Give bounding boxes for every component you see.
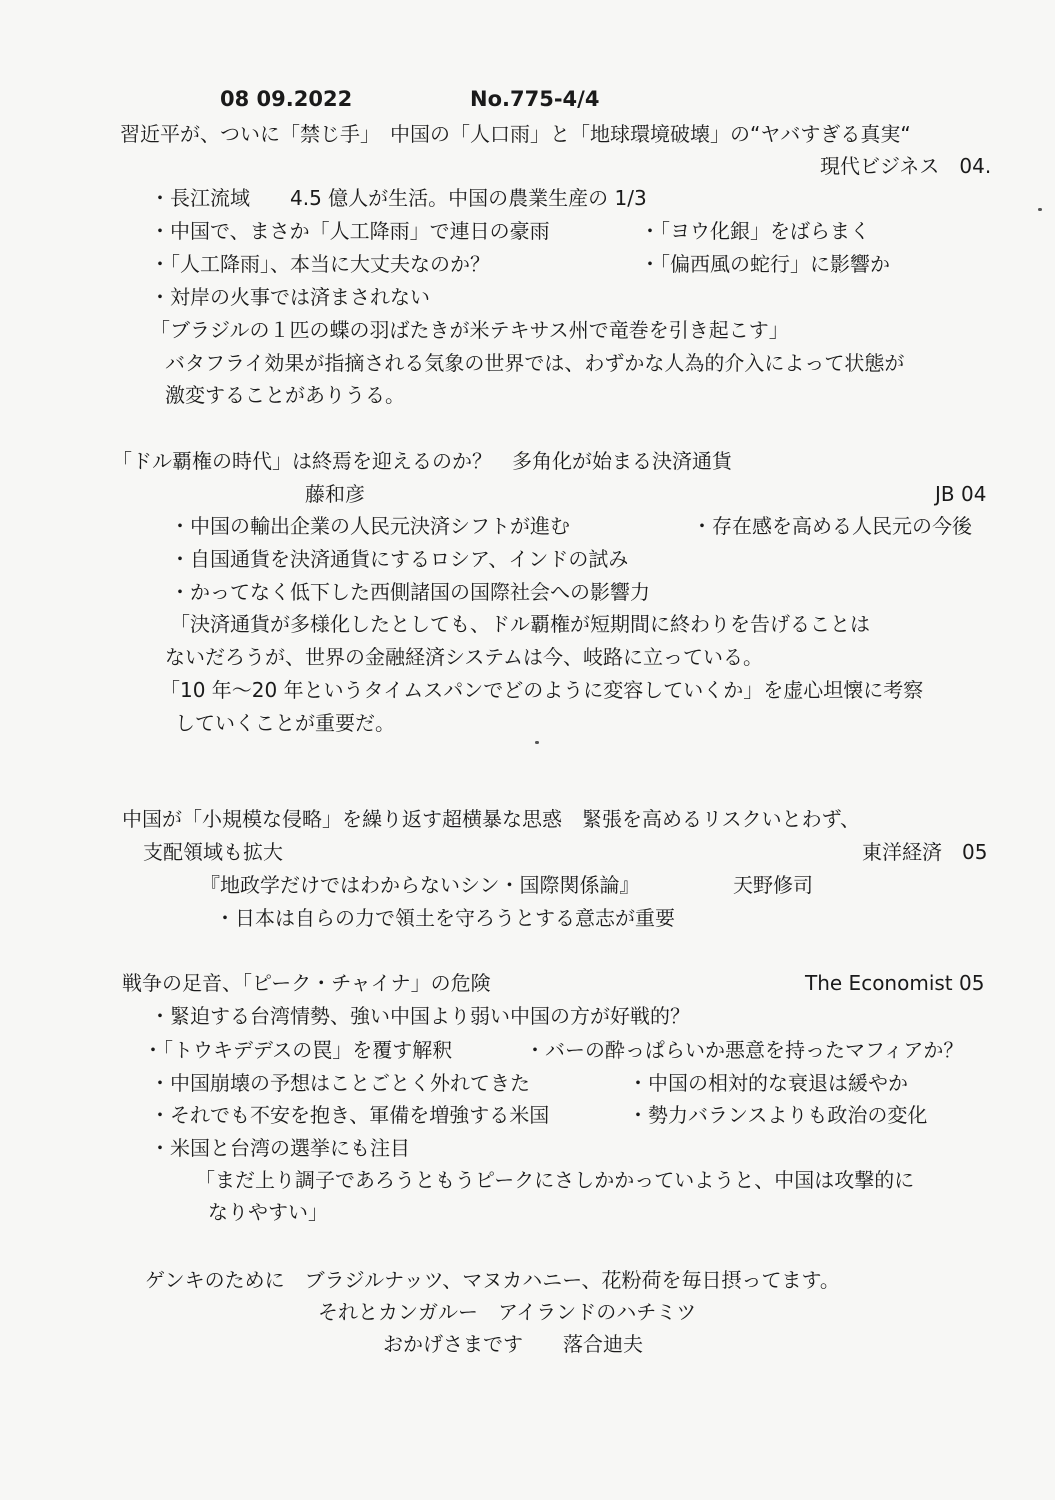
article-1-bullet: ・「人工降雨」、本当に大丈夫なのか？ <box>150 252 490 276</box>
article-4-quote: なりやすい」 <box>208 1200 328 1224</box>
closing-signature: おかげさまです 落合迪夫 <box>383 1332 643 1356</box>
article-2-quote: ないだろうが、世界の金融経済システムは今、岐路に立っている。 <box>165 645 763 669</box>
article-2-title: 「ドル覇権の時代」は終焉を迎えるのか？ 多角化が始まる決済通貨 <box>112 449 732 473</box>
article-1-quote: 激変することがありうる。 <box>165 383 405 407</box>
article-1-bullet: ・中国で、まさか「人工降雨」で連日の豪雨 <box>150 219 550 243</box>
issue-date: 08 09.2022 <box>220 87 353 111</box>
article-4-bullet: ・それでも不安を抱き、軍備を増強する米国 <box>150 1103 550 1127</box>
article-3-source: 東洋経済 05 <box>862 840 988 864</box>
article-1-source: 現代ビジネス 04. <box>820 154 992 178</box>
scan-speck <box>1038 208 1042 211</box>
article-3-book: 『地政学だけではわからないシン・国際関係論』 <box>200 873 640 897</box>
scan-speck <box>535 741 539 744</box>
article-2-author: 藤和彦 <box>305 482 365 506</box>
article-3-bullet: ・日本は自らの力で領土を守ろうとする意志が重要 <box>215 906 675 930</box>
article-2-bullet: ・自国通貨を決済通貨にするロシア、インドの試み <box>170 547 629 571</box>
article-1-quote: バタフライ効果が指摘される気象の世界では、わずかな人為的介入によって状態が <box>165 351 905 375</box>
article-1-bullet: ・「偏西風の蛇行」に影響か <box>640 252 890 276</box>
article-4-bullet: ・中国の相対的な衰退は緩やか <box>628 1071 908 1095</box>
article-3-title: 中国が「小規模な侵略」を繰り返す超横暴な思惑 緊張を高めるリスクいとわず、 <box>122 807 860 831</box>
article-2-quote: 「10 年～20 年というタイムスパンでどのように変容していくか」を虚心坦懐に考察 <box>160 678 924 702</box>
article-1-quote: 「ブラジルの１匹の蝶の羽ばたきが米テキサス州で竜巻を引き起こす」 <box>150 318 789 342</box>
article-4-bullet: ・「トウキデデスの罠」を覆す解釈 <box>143 1038 453 1062</box>
article-4-bullet: ・緊迫する台湾情勢、強い中国より弱い中国の方が好戦的？ <box>150 1004 690 1028</box>
closing-line: それとカンガルー アイランドのハチミツ <box>318 1300 697 1324</box>
article-2-bullet: ・中国の輸出企業の人民元決済シフトが進む <box>170 514 570 538</box>
article-2-bullet: ・存在感を高める人民元の今後 <box>692 514 972 538</box>
article-3-title-cont: 支配領域も拡大 <box>143 840 283 864</box>
article-4-bullet: ・バーの酔っぱらいか悪意を持ったマフィアか？ <box>525 1038 964 1062</box>
article-1-bullet: ・「ヨウ化銀」をばらまく <box>640 219 870 243</box>
article-2-bullet: ・かってなく低下した西側諸国の国際社会への影響力 <box>170 580 650 604</box>
article-1-bullet: ・対岸の火事では済まされない <box>150 285 430 309</box>
issue-number: No.775-4/4 <box>470 87 600 111</box>
article-4-source: The Economist 05 <box>805 971 985 995</box>
article-3-author: 天野修司 <box>733 873 813 897</box>
article-1-bullet: ・長江流域 4.5 億人が生活。中国の農業生産の 1/3 <box>150 186 647 210</box>
article-2-quote: 「決済通貨が多様化したとしても、ドル覇権が短期間に終わりを告げることは <box>170 612 870 636</box>
article-4-bullet: ・中国崩壊の予想はことごとく外れてきた <box>150 1071 530 1095</box>
article-2-quote: していくことが重要だ。 <box>175 711 395 735</box>
closing-line: ゲンキのために ブラジルナッツ、マヌカハニー、花粉荷を毎日摂ってます。 <box>145 1268 840 1292</box>
article-2-source: JB 04 <box>935 482 987 506</box>
article-4-title: 戦争の足音、「ピーク・チャイナ」の危険 <box>122 971 491 995</box>
article-4-bullet: ・勢力バランスよりも政治の変化 <box>628 1103 928 1127</box>
article-1-title: 習近平が、ついに「禁じ手」 中国の「人口雨」と「地球環境破壊」の“ヤバすぎる真実“ <box>120 122 911 146</box>
article-4-bullet: ・米国と台湾の選挙にも注目 <box>150 1136 410 1160</box>
article-4-quote: 「まだ上り調子であろうともうピークにさしかかっていようと、中国は攻撃的に <box>195 1168 915 1192</box>
